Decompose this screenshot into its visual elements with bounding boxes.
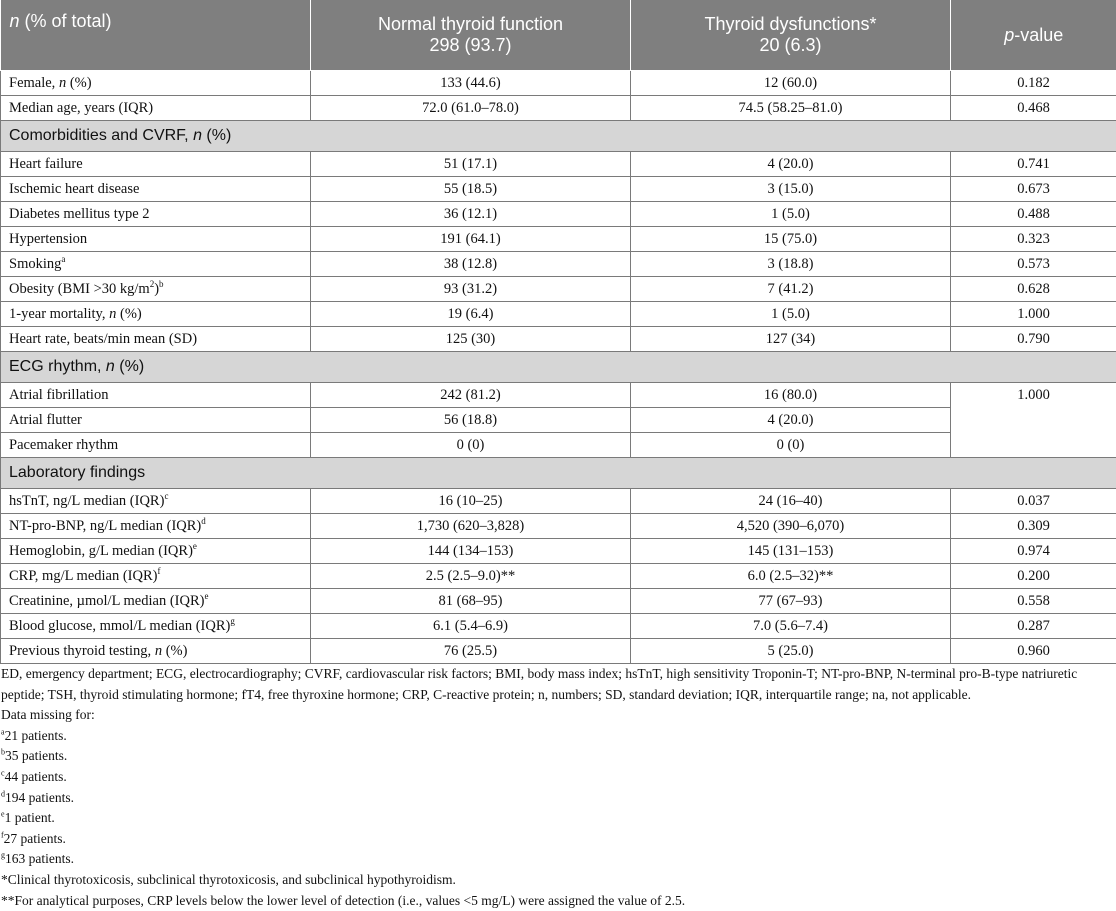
table-row	[1, 71, 1116, 96]
section-row	[1, 458, 1116, 489]
row-label: Creatinine, µmol/L median (IQR)$^e$	[1, 589, 311, 614]
normal-value: 19 (6.4)	[311, 302, 631, 327]
footnote-missing-item: $^f$27 patients.	[1, 829, 1116, 850]
dysfunction-value: 145 (131–153)	[631, 539, 951, 564]
p-value: 0.790	[951, 327, 1116, 352]
p-value: 0.673	[951, 177, 1116, 202]
row-label: Pacemaker rhythm	[1, 433, 311, 458]
header-normal-thyroid	[311, 0, 631, 71]
row-label: Median age, years (IQR)	[1, 96, 311, 121]
footnote-missing-list	[1, 726, 1116, 870]
p-value: 0.741	[951, 152, 1116, 177]
table-row	[1, 383, 1116, 408]
dysfunction-value: 74.5 (58.25–81.0)	[631, 96, 951, 121]
dysfunction-value: 16 (80.0)	[631, 383, 951, 408]
table-row	[1, 252, 1116, 277]
row-label: Blood glucose, mmol/L median (IQR)$^g$	[1, 614, 311, 639]
normal-value: 56 (18.8)	[311, 408, 631, 433]
dysfunction-value: 4,520 (390–6,070)	[631, 514, 951, 539]
normal-value: 242 (81.2)	[311, 383, 631, 408]
footnote-abbreviations: ED, emergency department; ECG, electrocardiography; CVRF, cardiovascular risk factors; BMI, body mass index; hsTnT, high sensitivity Troponin-T; NT-pro-BNP, N-terminal pro-B-type natriuretic peptide; TSH, thyroid stimulating hormone; fT4, free thyroxine hormone; CRP, C-reactive protein; n, numbers; SD, standard deviation; IQR, interquartile range; na, not applicable.	[1, 664, 1115, 705]
normal-value: 144 (134–153)	[311, 539, 631, 564]
row-label: Hypertension	[1, 227, 311, 252]
p-value: 0.468	[951, 96, 1116, 121]
table-row	[1, 564, 1116, 589]
dysfunction-value: 1 (5.0)	[631, 202, 951, 227]
table-row	[1, 589, 1116, 614]
table-row	[1, 302, 1116, 327]
header-normal-count: 298 (93.7)	[311, 35, 630, 56]
row-label: Heart failure	[1, 152, 311, 177]
dysfunction-value: 24 (16–40)	[631, 489, 951, 514]
dysfunction-value: 6.0 (2.5–32)**	[631, 564, 951, 589]
row-label: Hemoglobin, g/L median (IQR)$^e$	[1, 539, 311, 564]
table-header-row	[1, 0, 1116, 71]
p-value: 0.287	[951, 614, 1116, 639]
dysfunction-value: 15 (75.0)	[631, 227, 951, 252]
footnote-missing-item: $^g$163 patients.	[1, 849, 1116, 870]
p-value: 0.488	[951, 202, 1116, 227]
table-row	[1, 227, 1116, 252]
p-value: 0.200	[951, 564, 1116, 589]
section-row	[1, 352, 1116, 383]
dysfunction-value: 4 (20.0)	[631, 152, 951, 177]
row-label: Obesity (BMI >30 $kg/m^2)^b$	[1, 277, 311, 302]
p-value: 0.323	[951, 227, 1116, 252]
footnote-missing-item: $^c$44 patients.	[1, 767, 1116, 788]
normal-value: 51 (17.1)	[311, 152, 631, 177]
dysfunction-value: 127 (34)	[631, 327, 951, 352]
normal-value: 16 (10–25)	[311, 489, 631, 514]
p-value: 0.037	[951, 489, 1116, 514]
normal-value: 38 (12.8)	[311, 252, 631, 277]
dysfunction-value: 1 (5.0)	[631, 302, 951, 327]
table-row	[1, 152, 1116, 177]
header-p-value: p-value	[951, 0, 1116, 71]
p-value: 0.558	[951, 589, 1116, 614]
p-value: 0.573	[951, 252, 1116, 277]
table-footnotes	[0, 664, 1116, 911]
table-row	[1, 489, 1116, 514]
row-label: Previous thyroid testing, n (%)	[1, 639, 311, 664]
table-row	[1, 514, 1116, 539]
normal-value: 55 (18.5)	[311, 177, 631, 202]
row-label: Heart rate, beats/min mean (SD)	[1, 327, 311, 352]
footnote-star: *Clinical thyrotoxicosis, subclinical thyrotoxicosis, and subclinical hypothyroidism.	[1, 870, 1116, 891]
table-row	[1, 614, 1116, 639]
normal-value: 133 (44.6)	[311, 71, 631, 96]
dysfunction-value: 0 (0)	[631, 433, 951, 458]
dysfunction-value: 12 (60.0)	[631, 71, 951, 96]
normal-value: 93 (31.2)	[311, 277, 631, 302]
normal-value: 76 (25.5)	[311, 639, 631, 664]
row-label: Smoking$^a$	[1, 252, 311, 277]
table-row	[1, 277, 1116, 302]
header-dys-title: Thyroid dysfunctions*	[631, 14, 950, 35]
row-label: Atrial fibrillation	[1, 383, 311, 408]
table-row	[1, 408, 1116, 433]
dysfunction-value: 4 (20.0)	[631, 408, 951, 433]
dysfunction-value: 7.0 (5.6–7.4)	[631, 614, 951, 639]
p-value: 1.000	[951, 302, 1116, 327]
section-row	[1, 121, 1116, 152]
dysfunction-value: 5 (25.0)	[631, 639, 951, 664]
normal-value: 36 (12.1)	[311, 202, 631, 227]
p-value: 0.309	[951, 514, 1116, 539]
header-thyroid-dysfunction	[631, 0, 951, 71]
normal-value: 72.0 (61.0–78.0)	[311, 96, 631, 121]
row-label: hsTnT, ng/L median (IQR)$^c$	[1, 489, 311, 514]
table-body	[1, 71, 1116, 664]
dysfunction-value: 77 (67–93)	[631, 589, 951, 614]
p-value: 0.974	[951, 539, 1116, 564]
section-title: ECG rhythm, n (%)	[1, 352, 1116, 383]
row-label: CRP, mg/L median (IQR)$^f$	[1, 564, 311, 589]
header-dys-count: 20 (6.3)	[631, 35, 950, 56]
row-label: Ischemic heart disease	[1, 177, 311, 202]
footnote-missing-item: $^d$194 patients.	[1, 788, 1116, 809]
footnote-missing-intro: Data missing for:	[1, 705, 1116, 726]
row-label: Female, n (%)	[1, 71, 311, 96]
header-n-total: n (% of total)	[1, 0, 311, 71]
dysfunction-value: 3 (18.8)	[631, 252, 951, 277]
normal-value: 81 (68–95)	[311, 589, 631, 614]
ecg-p-value: 1.000	[951, 383, 1116, 458]
table-row	[1, 539, 1116, 564]
p-value: 0.960	[951, 639, 1116, 664]
row-label: Diabetes mellitus type 2	[1, 202, 311, 227]
table-row	[1, 96, 1116, 121]
normal-value: 0 (0)	[311, 433, 631, 458]
table-row	[1, 639, 1116, 664]
p-value: 0.628	[951, 277, 1116, 302]
table-row	[1, 202, 1116, 227]
normal-value: 191 (64.1)	[311, 227, 631, 252]
row-label: Atrial flutter	[1, 408, 311, 433]
footnote-missing-item: $^b$35 patients.	[1, 746, 1116, 767]
row-label: NT-pro-BNP, ng/L median (IQR)$^d$	[1, 514, 311, 539]
table-row	[1, 177, 1116, 202]
row-label: 1-year mortality, n (%)	[1, 302, 311, 327]
header-normal-title: Normal thyroid function	[311, 14, 630, 35]
table-row	[1, 327, 1116, 352]
normal-value: 1,730 (620–3,828)	[311, 514, 631, 539]
dysfunction-value: 7 (41.2)	[631, 277, 951, 302]
normal-value: 125 (30)	[311, 327, 631, 352]
section-title: Laboratory findings	[1, 458, 1116, 489]
p-value: 0.182	[951, 71, 1116, 96]
dysfunction-value: 3 (15.0)	[631, 177, 951, 202]
section-title: Comorbidities and CVRF, n (%)	[1, 121, 1116, 152]
footnote-missing-item: $^e$1 patient.	[1, 808, 1116, 829]
normal-value: 6.1 (5.4–6.9)	[311, 614, 631, 639]
footnote-double-star: **For analytical purposes, CRP levels below the lower level of detection (i.e., values <5 mg/L) were assigned the value of 2.5.	[1, 891, 1116, 911]
footnote-missing-item: $^a$21 patients.	[1, 726, 1116, 747]
table-row	[1, 433, 1116, 458]
normal-value: 2.5 (2.5–9.0)**	[311, 564, 631, 589]
